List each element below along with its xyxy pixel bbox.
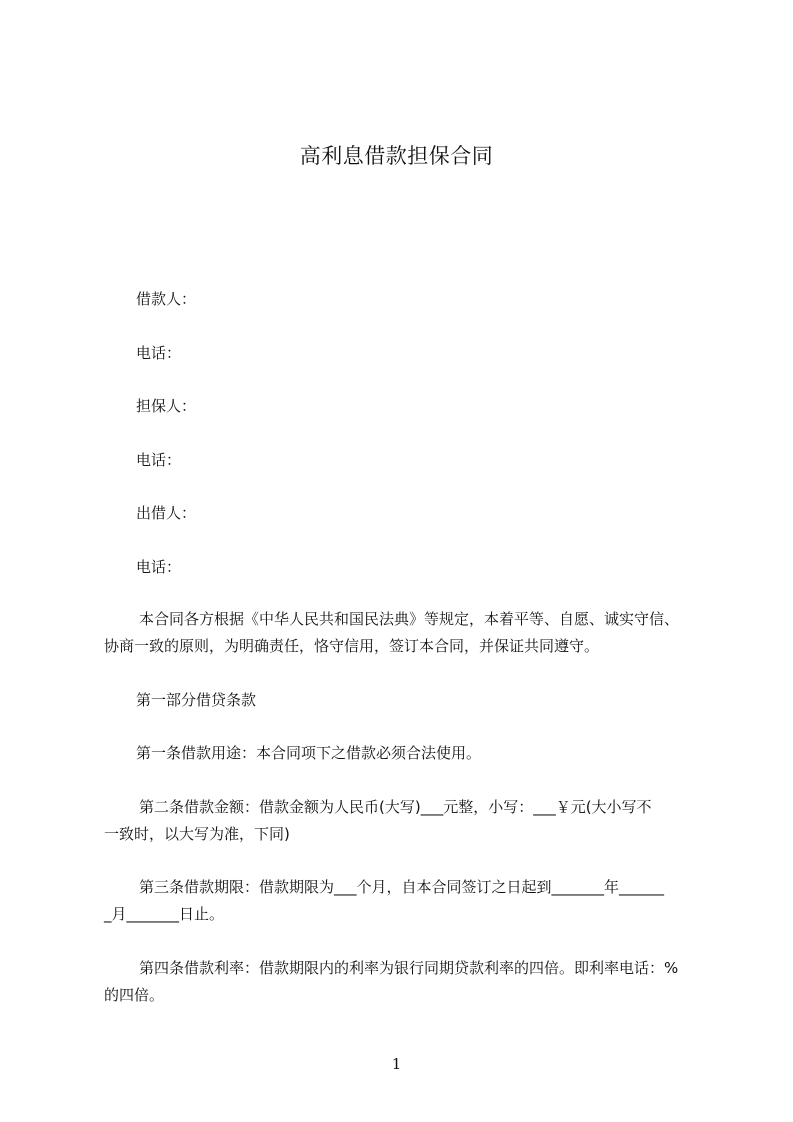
lender-phone-field: 电话： bbox=[136, 558, 182, 576]
guarantor-field: 担保人： bbox=[136, 397, 197, 415]
document-title: 高利息借款担保合同 bbox=[299, 144, 494, 168]
preamble-line-2: 协商一致的原则，为明确责任，恪守信用，签订本合同，并保证共同遵守。 bbox=[104, 637, 600, 655]
borrower-field: 借款人： bbox=[136, 290, 197, 308]
borrower-phone-field: 电话： bbox=[136, 344, 182, 362]
article-4-line-2: 的四倍。 bbox=[104, 986, 165, 1004]
guarantor-phone-field: 电话： bbox=[136, 451, 182, 469]
article-3-line-2: _月_______日止。 bbox=[104, 905, 225, 923]
part1-heading: 第一部分借贷条款 bbox=[136, 691, 257, 709]
lender-field: 出借人： bbox=[136, 504, 197, 522]
article-2-line-1: 第二条借款金额：借款金额为人民币(大写)___元整，小写：___￥元(大小写不 bbox=[139, 798, 652, 816]
preamble-line-1: 本合同各方根据《中华人民共和国民法典》等规定，本着平等、自愿、诚实守信、 bbox=[139, 610, 680, 628]
page-number: 1 bbox=[391, 1055, 402, 1073]
article-2-line-2: 一致时，以大写为准，下同) bbox=[104, 825, 290, 843]
article-1: 第一条借款用途：本合同项下之借款必须合法使用。 bbox=[136, 744, 482, 762]
article-4-line-1: 第四条借款利率：借款期限内的利率为银行同期贷款利率的四倍。即利率电话：% bbox=[139, 959, 679, 977]
article-3-line-1: 第三条借款期限：借款期限为___个月，自本合同签订之日起到_______年______ bbox=[139, 878, 665, 896]
